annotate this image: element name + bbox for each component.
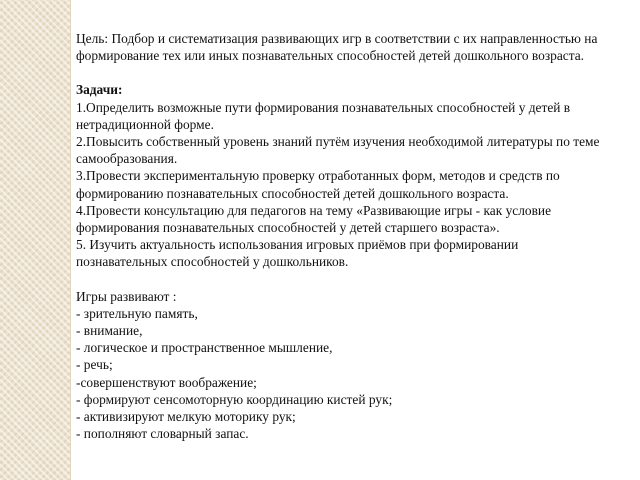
- task-line: 3.Провести экспериментальную проверку отработанных форм, методов и средств по: [76, 168, 560, 184]
- task-line: самообразования.: [76, 151, 178, 167]
- task-line: формирования познавательных способностей у детей старшего возраста».: [76, 220, 500, 236]
- task-line: нетрадиционной форме.: [76, 116, 214, 132]
- games-list-item: - внимание,: [76, 323, 143, 339]
- goal-line: формирование тех или иных познавательных способностей детей дошкольного возраста.: [76, 48, 585, 64]
- slide-text-body: [76, 30, 636, 442]
- games-list-item: - логическое и пространственное мышление,: [76, 340, 333, 356]
- task-line: познавательных способностей у дошкольников.: [76, 254, 349, 270]
- task-line: 2.Повысить собственный уровень знаний путём изучения необходимой литературы по теме: [76, 134, 600, 150]
- decorative-side-stripe: [0, 0, 71, 480]
- games-list-item: - пополняют словарный запас.: [76, 426, 249, 442]
- task-line: 1.Определить возможные пути формирования познавательных способностей у детей в: [76, 99, 571, 115]
- paragraph-gap: [76, 64, 636, 81]
- games-list-item: - формируют сенсомоторную координацию кистей рук;: [76, 391, 393, 407]
- paragraph-gap: [76, 271, 636, 288]
- games-heading: Игры развивают :: [76, 288, 177, 304]
- games-list-item: -совершенствуют воображение;: [76, 374, 257, 390]
- task-line: формированию познавательных способностей детей дошкольного возраста.: [76, 185, 509, 201]
- games-list-item: - речь;: [76, 357, 113, 373]
- task-line: 4.Провести консультацию для педагогов на тему «Развивающие игры - как условие: [76, 202, 552, 218]
- goal-line: Цель: Подбор и систематизация развивающих игр в соответствии с их направленностью на: [76, 31, 598, 46]
- task-line: 5. Изучить актуальность использования игровых приёмов при формировании: [76, 237, 519, 253]
- tasks-heading: Задачи:: [76, 82, 123, 98]
- games-list-item: - активизируют мелкую моторику рук;: [76, 409, 296, 425]
- games-list-item: - зрительную память,: [76, 305, 198, 321]
